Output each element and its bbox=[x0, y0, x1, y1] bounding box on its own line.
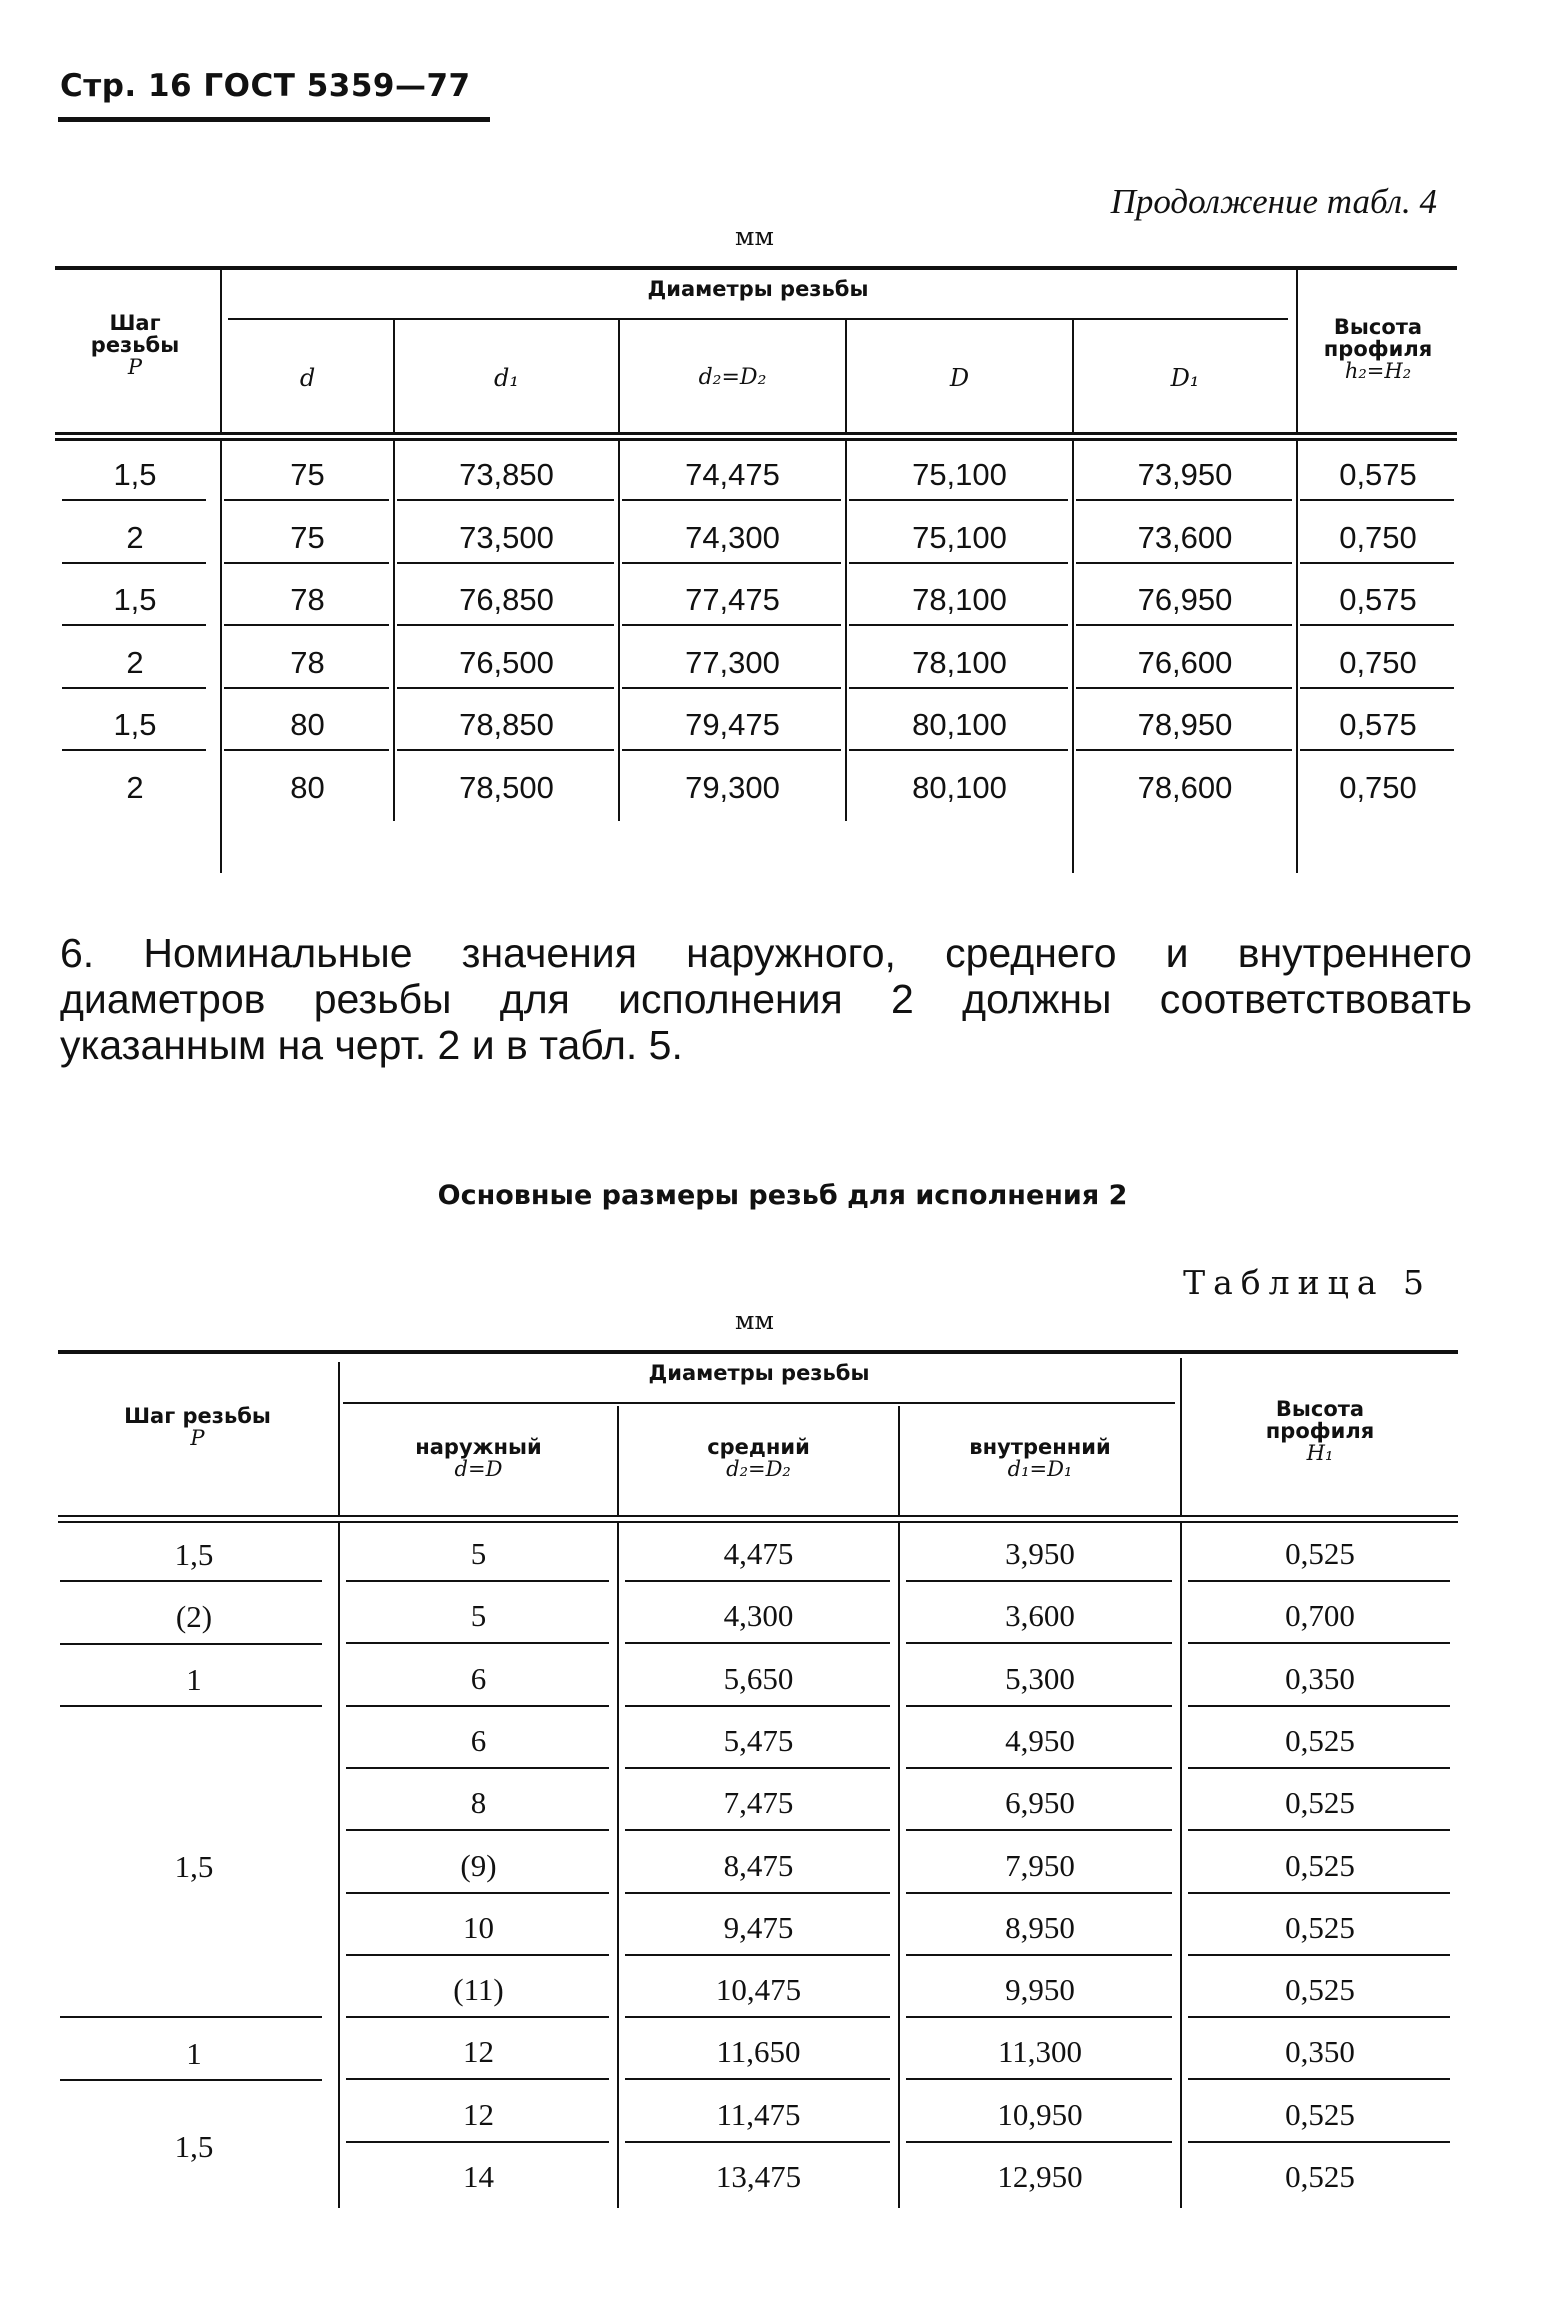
table4-header-D1: D₁ bbox=[1170, 364, 1200, 392]
table5-row-rule bbox=[906, 1705, 1172, 1707]
table5-cell-h: 0,700 bbox=[1285, 1598, 1355, 1634]
table4-row-rule bbox=[224, 562, 389, 564]
table5-cell-d: 12 bbox=[463, 2096, 494, 2132]
table5-body-vline bbox=[617, 1523, 619, 2208]
table5-row-rule bbox=[906, 1829, 1172, 1831]
table4-row-rule bbox=[397, 624, 614, 626]
table4-row-rule bbox=[622, 624, 841, 626]
table5-cell-d: 6 bbox=[470, 1722, 487, 1758]
table4-cell-h: 0,575 bbox=[1339, 707, 1417, 742]
table4-row-rule bbox=[62, 624, 206, 626]
table4-cell-d1: 76,850 bbox=[459, 582, 554, 617]
table5-cell-d2: 11,650 bbox=[716, 2034, 801, 2070]
table5-row-rule bbox=[1188, 1954, 1450, 1956]
table5-cell-h: 0,350 bbox=[1285, 1660, 1355, 1696]
table4-row-rule bbox=[62, 687, 206, 689]
table4-row-rule bbox=[1300, 499, 1454, 501]
table5-cell-pitch: 1,5 bbox=[174, 1537, 214, 1573]
table5-cell-pitch: 1 bbox=[186, 1661, 202, 1697]
table5-cell-d: 5 bbox=[470, 1598, 487, 1634]
table4-cell-d1: 73,500 bbox=[459, 519, 554, 555]
table5-row-rule bbox=[625, 2078, 890, 2080]
table5-row-rule bbox=[60, 2079, 322, 2081]
table4-row-rule bbox=[1300, 624, 1454, 626]
table5-cell-h: 0,525 bbox=[1285, 2096, 1355, 2132]
table5-row-rule bbox=[346, 1767, 609, 1769]
table4-row-rule bbox=[1076, 687, 1292, 689]
table5-row-rule bbox=[346, 2141, 609, 2143]
table4-header-rule-1 bbox=[55, 432, 1457, 435]
table5-cell-d2: 11,475 bbox=[716, 2096, 801, 2132]
table4-cell-p: 1,5 bbox=[113, 457, 157, 492]
paragraph-6 bbox=[60, 930, 1472, 1068]
table5-cell-pitch: (2) bbox=[175, 1599, 213, 1635]
table4-row-rule bbox=[397, 562, 614, 564]
table4-cell-h: 0,575 bbox=[1339, 457, 1417, 492]
table5-label: Таблица 5 bbox=[1183, 1263, 1432, 1302]
table5-row-rule bbox=[906, 2078, 1172, 2080]
table4-header-d: d bbox=[299, 364, 316, 392]
table5-cell-d: 6 bbox=[470, 1660, 487, 1696]
table4-cell-D: 75,100 bbox=[912, 519, 1007, 555]
table4-cell-d2: 79,475 bbox=[685, 707, 780, 742]
table5-row-rule bbox=[346, 2016, 609, 2018]
paragraph-line: 6. Номинальные значения наружного, среднего и внутреннего bbox=[60, 930, 1472, 976]
table5-cell-d2: 13,475 bbox=[715, 2159, 802, 2194]
table4-header-vline bbox=[220, 270, 222, 432]
table5-row-rule bbox=[346, 1954, 609, 1956]
table5-row-rule bbox=[346, 1642, 609, 1644]
table5-cell-h: 0,525 bbox=[1285, 1909, 1355, 1945]
table5-row-rule bbox=[1188, 1580, 1450, 1582]
table5-row-rule bbox=[1188, 1767, 1450, 1769]
table5-row-rule bbox=[346, 1829, 609, 1831]
table4-cell-D1: 76,950 bbox=[1137, 582, 1233, 617]
table4-cell-D: 75,100 bbox=[912, 457, 1007, 492]
table4-body-vline bbox=[845, 441, 847, 821]
table4-cell-d2: 77,475 bbox=[685, 582, 780, 617]
table5-row-rule bbox=[1188, 1705, 1450, 1707]
table4-header-diameters: Диаметры резьбы bbox=[647, 277, 869, 301]
table4-cell-d2: 79,300 bbox=[685, 769, 780, 805]
table5-group-underline bbox=[343, 1402, 1175, 1404]
table4-row-rule bbox=[849, 499, 1068, 501]
table4-cell-h: 0,750 bbox=[1339, 644, 1417, 680]
table5-row-rule bbox=[625, 1954, 890, 1956]
table4-row-rule bbox=[1300, 749, 1454, 751]
table5-body-vline bbox=[338, 1523, 340, 2208]
table4-row-rule bbox=[224, 624, 389, 626]
table5-row-rule bbox=[60, 1580, 322, 1582]
table5-body-vline bbox=[898, 1523, 900, 2208]
table4-body-vline bbox=[618, 441, 620, 821]
table4-row-rule bbox=[1076, 624, 1292, 626]
table5-cell-d: 8 bbox=[470, 1785, 487, 1821]
table4-header-d1: d₁ bbox=[494, 364, 519, 392]
table4-header-D: D bbox=[949, 364, 970, 392]
table4-row-rule bbox=[1300, 562, 1454, 564]
table4-cell-p: 2 bbox=[126, 519, 144, 555]
table4-row-rule bbox=[224, 749, 389, 751]
table5-cell-d: 10 bbox=[463, 1909, 494, 1945]
table4-cell-d2: 77,300 bbox=[685, 644, 780, 680]
table4-cell-d1: 73,850 bbox=[459, 457, 554, 492]
table5-row-rule bbox=[625, 1829, 890, 1831]
paragraph-line: диаметров резьбы для исполнения 2 должны соответствовать bbox=[60, 976, 1472, 1022]
table5-row-rule bbox=[60, 1643, 322, 1645]
table5-row-rule bbox=[346, 1892, 609, 1894]
table5-row-rule bbox=[1188, 1892, 1450, 1894]
table4-cell-D1: 78,950 bbox=[1137, 707, 1233, 742]
table4-row-rule bbox=[849, 749, 1068, 751]
paragraph-line: указанным на черт. 2 и в табл. 5. bbox=[60, 1022, 683, 1068]
table5-cell-d2: 4,300 bbox=[723, 1598, 794, 1634]
table4-row-rule bbox=[849, 624, 1068, 626]
table5-header-rule-2 bbox=[58, 1521, 1458, 1523]
table5-row-rule bbox=[1188, 1829, 1450, 1831]
table4-row-rule bbox=[622, 687, 841, 689]
table4-header-pitch: Шаг резьбы P bbox=[90, 311, 180, 380]
table4-group-underline bbox=[228, 318, 1288, 320]
table4-cell-p: 2 bbox=[126, 769, 144, 805]
table4-row-rule bbox=[62, 749, 206, 751]
table5-row-rule bbox=[906, 2141, 1172, 2143]
table4-cell-D1: 73,950 bbox=[1137, 457, 1233, 492]
table4-header-height: Высота профиля h₂=H₂ bbox=[1323, 315, 1433, 384]
table4-row-rule bbox=[849, 687, 1068, 689]
table5-header-inner: внутренний d₁=D₁ bbox=[969, 1435, 1111, 1482]
table5-cell-d1: 3,600 bbox=[1005, 1598, 1075, 1634]
table5-row-rule bbox=[1188, 2141, 1450, 2143]
table4-cell-p: 1,5 bbox=[113, 582, 157, 617]
table4-cell-D1: 73,600 bbox=[1137, 519, 1233, 555]
table5-row-rule bbox=[906, 1767, 1172, 1769]
table5-cell-d2: 7,475 bbox=[723, 1785, 794, 1821]
table4-cell-d: 80 bbox=[290, 769, 325, 805]
table4-row-rule bbox=[62, 562, 206, 564]
table4-row-rule bbox=[224, 687, 389, 689]
table5-cell-d1: 6,950 bbox=[1005, 1785, 1075, 1821]
table5-row-rule bbox=[1188, 1642, 1450, 1644]
table4-cell-D: 78,100 bbox=[912, 582, 1007, 617]
table5-row-rule bbox=[906, 1954, 1172, 1956]
table5-cell-d2: 4,475 bbox=[723, 1536, 794, 1571]
table5-header-diameters: Диаметры резьбы bbox=[648, 1361, 870, 1385]
table4-row-rule bbox=[397, 687, 614, 689]
table5-row-rule bbox=[625, 1705, 890, 1707]
table5-cell-h: 0,525 bbox=[1285, 2159, 1355, 2194]
table5-cell-d: (11) bbox=[453, 1972, 504, 2008]
table4-row-rule bbox=[1300, 687, 1454, 689]
table5-cell-d1: 11,300 bbox=[997, 2034, 1083, 2070]
table5-cell-d2: 5,650 bbox=[723, 1660, 794, 1696]
table5-cell-d: (9) bbox=[460, 1847, 497, 1883]
header-rule bbox=[58, 117, 490, 122]
table5-cell-pitch: 1,5 bbox=[174, 1848, 214, 1884]
table5-row-rule bbox=[906, 2016, 1172, 2018]
table5-cell-h: 0,525 bbox=[1285, 1785, 1355, 1821]
table5-cell-d1: 10,950 bbox=[997, 2096, 1083, 2132]
table5-row-rule bbox=[346, 2078, 609, 2080]
table5-cell-h: 0,525 bbox=[1285, 1722, 1355, 1758]
table4-cell-D1: 78,600 bbox=[1137, 769, 1233, 805]
table4-row-rule bbox=[622, 562, 841, 564]
table5-cell-d1: 9,950 bbox=[1005, 1972, 1075, 2008]
table5-row-rule bbox=[346, 1705, 609, 1707]
table4-row-rule bbox=[849, 562, 1068, 564]
table4-row-rule bbox=[224, 499, 389, 501]
table5-cell-d2: 8,475 bbox=[723, 1847, 794, 1883]
table4-top-border bbox=[55, 266, 1457, 270]
table5-cell-d1: 8,950 bbox=[1005, 1909, 1075, 1945]
table4-cell-d: 80 bbox=[290, 707, 325, 742]
table5-row-rule bbox=[906, 1642, 1172, 1644]
table4-cell-p: 2 bbox=[126, 644, 144, 680]
table4-header-rule-2 bbox=[55, 438, 1457, 441]
table4-unit: мм bbox=[735, 222, 774, 251]
table5-row-rule bbox=[625, 1642, 890, 1644]
table4-row-rule bbox=[622, 499, 841, 501]
table4-row-rule bbox=[1076, 749, 1292, 751]
table4-cell-p: 1,5 bbox=[113, 707, 157, 742]
table5-cell-d: 12 bbox=[463, 2034, 494, 2070]
table5-unit: мм bbox=[735, 1306, 774, 1335]
table4-cell-d1: 78,850 bbox=[459, 707, 554, 742]
table4-body-vline bbox=[393, 441, 395, 821]
table4-cell-d2: 74,475 bbox=[685, 457, 780, 492]
table5-cell-h: 0,350 bbox=[1285, 2034, 1355, 2070]
table5-cell-d1: 3,950 bbox=[1005, 1536, 1075, 1571]
table4-cell-h: 0,575 bbox=[1339, 582, 1417, 617]
table5-row-rule bbox=[625, 1892, 890, 1894]
table5-header-height: Высота профиля H₁ bbox=[1265, 1397, 1375, 1466]
table4-cell-d: 78 bbox=[290, 582, 325, 617]
table4-cell-d1: 78,500 bbox=[459, 769, 554, 805]
table5-cell-d: 5 bbox=[470, 1536, 487, 1571]
table5-cell-d1: 4,950 bbox=[1005, 1722, 1075, 1758]
table5-row-rule bbox=[60, 1705, 322, 1707]
table5-title: Основные размеры резьб для исполнения 2 bbox=[437, 1180, 1128, 1211]
table4-header-d2: d₂=D₂ bbox=[698, 365, 767, 390]
table5-row-rule bbox=[625, 2016, 890, 2018]
table5-row-rule bbox=[1188, 2016, 1450, 2018]
table5-cell-h: 0,525 bbox=[1285, 1536, 1355, 1571]
table5-cell-h: 0,525 bbox=[1285, 1972, 1355, 2008]
table5-cell-h: 0,525 bbox=[1285, 1847, 1355, 1883]
table4-cell-D: 80,100 bbox=[912, 769, 1007, 805]
table5-row-rule bbox=[1188, 2078, 1450, 2080]
table5-header-rule-1 bbox=[58, 1515, 1458, 1517]
table4-row-rule bbox=[622, 749, 841, 751]
table5-row-rule bbox=[60, 2016, 322, 2018]
table5-row-rule bbox=[906, 1892, 1172, 1894]
table5-cell-pitch: 1 bbox=[186, 2035, 202, 2071]
table4-cell-d1: 76,500 bbox=[459, 644, 554, 680]
table5-header-middle: средний d₂=D₂ bbox=[707, 1435, 810, 1482]
table4-row-rule bbox=[397, 499, 614, 501]
table4-cell-d2: 74,300 bbox=[685, 519, 780, 555]
table4-cell-h: 0,750 bbox=[1339, 769, 1417, 805]
table4-continuation-label: Продолжение табл. 4 bbox=[1110, 182, 1437, 221]
table5-top-border bbox=[58, 1350, 1458, 1354]
table5-row-rule bbox=[625, 1580, 890, 1582]
table5-cell-d1: 5,300 bbox=[1005, 1660, 1075, 1696]
table5-row-rule bbox=[346, 1580, 609, 1582]
table5-body-vline bbox=[1180, 1523, 1182, 2208]
table5-header-pitch: Шаг резьбы P bbox=[124, 1404, 271, 1451]
table5-row-rule bbox=[625, 1767, 890, 1769]
table5-cell-d2: 10,475 bbox=[715, 1972, 802, 2008]
table4-cell-d: 75 bbox=[290, 519, 325, 555]
table4-cell-D: 80,100 bbox=[912, 707, 1007, 742]
table4-row-rule bbox=[1076, 562, 1292, 564]
table4-cell-d: 75 bbox=[290, 457, 325, 492]
table5-row-rule bbox=[906, 1580, 1172, 1582]
table5-cell-d1: 7,950 bbox=[1005, 1847, 1075, 1883]
page-header: Стр. 16 ГОСТ 5359—77 bbox=[60, 68, 471, 104]
table5-header-outer: наружный d=D bbox=[415, 1435, 542, 1482]
table5-cell-d: 14 bbox=[463, 2159, 494, 2194]
table4-cell-h: 0,750 bbox=[1339, 519, 1417, 555]
table5-row-rule bbox=[625, 2141, 890, 2143]
table5-cell-pitch: 1,5 bbox=[174, 2129, 214, 2164]
table4-row-rule bbox=[1076, 499, 1292, 501]
table4-cell-D: 78,100 bbox=[912, 644, 1007, 680]
table5-cell-d2: 9,475 bbox=[723, 1909, 794, 1945]
table5-cell-d2: 5,475 bbox=[723, 1722, 794, 1758]
table4-row-rule bbox=[397, 749, 614, 751]
table4-cell-D1: 76,600 bbox=[1137, 644, 1233, 680]
table5-cell-d1: 12,950 bbox=[997, 2159, 1083, 2194]
table4-row-rule bbox=[62, 499, 206, 501]
table4-cell-d: 78 bbox=[290, 644, 325, 680]
